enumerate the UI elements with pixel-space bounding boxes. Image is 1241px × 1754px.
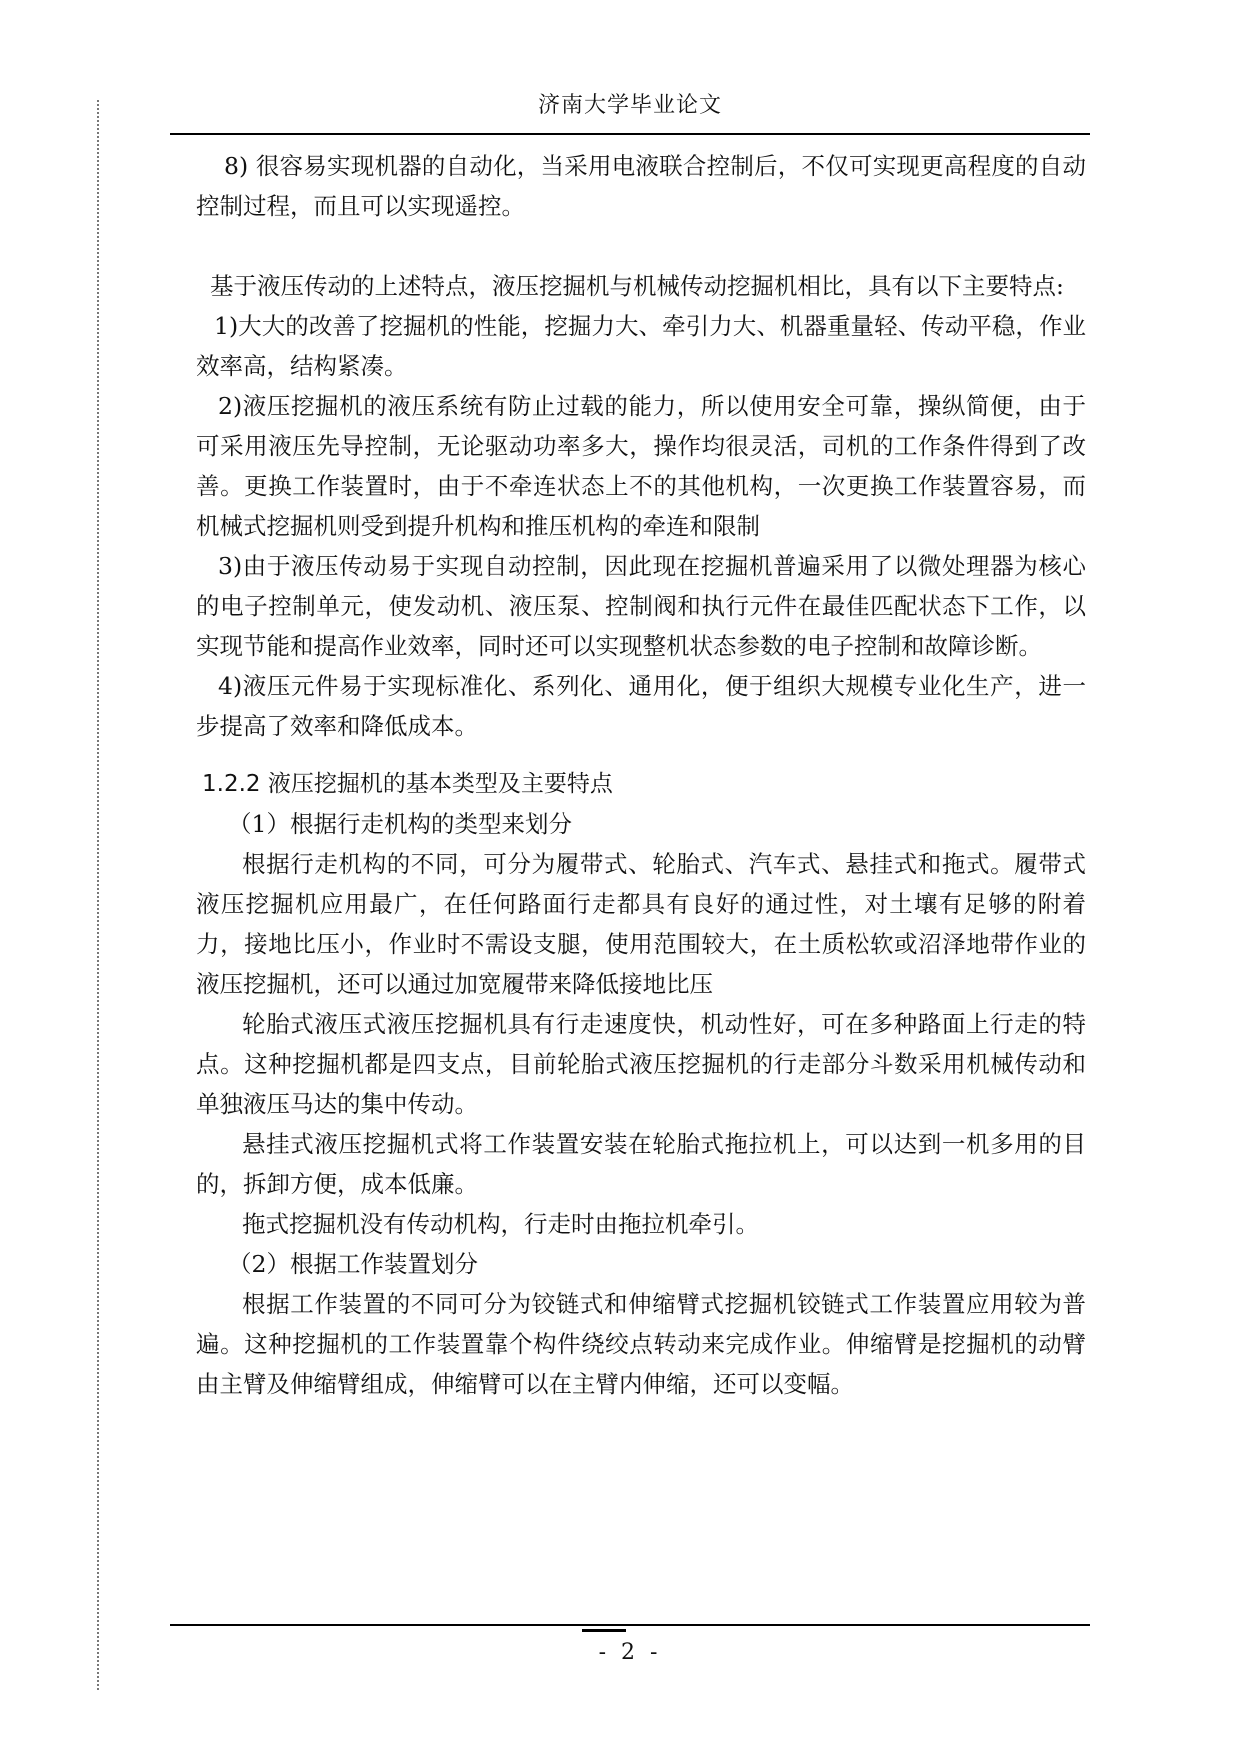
subheading-walking-mechanism: （1）根据行走机构的类型来划分	[228, 810, 572, 838]
footer-rule	[170, 1624, 1090, 1626]
paragraph-wheel-type: 轮胎式液压式液压挖掘机具有行走速度快，机动性好，可在多种路面上行走的特点。这种挖掘机都是四支点，目前轮胎式液压挖掘机的行走部分斗数采用机械传动和单独液压马达的集中传动。	[196, 1010, 1086, 1118]
paragraph-item-8: 8) 很容易实现机器的自动化，当采用电液联合控制后，不仅可实现更高程度的自动控制过程，而且可以实现遥控。	[196, 152, 1086, 220]
paragraph-work-device: 根据工作装置的不同可分为铰链式和伸缩臂式挖掘机铰链式工作装置应用较为普遍。这种挖掘机的工作装置靠个构件绕绞点转动来完成作业。伸缩臂是挖掘机的动臂由主臂及伸缩臂组成，伸缩臂可以在主臂内伸缩，还可以变幅。	[196, 1290, 1086, 1398]
footer-rule-accent	[582, 1629, 626, 1632]
paragraph-feature-2: 2)液压挖掘机的液压系统有防止过载的能力，所以使用安全可靠，操纵简便，由于可采用液压先导控制，无论驱动功率多大，操作均很灵活，司机的工作条件得到了改善。更换工作装置时，由于不牵连状态上不的其他机构，一次更换工作装置容易，而机械式挖掘机则受到提升机构和推压机构的牵连和限制	[196, 392, 1086, 540]
paragraph-feature-4: 4)液压元件易于实现标准化、系列化、通用化，便于组织大规模专业化生产，进一步提高了效率和降低成本。	[196, 672, 1086, 740]
section-heading: 1.2.2 液压挖掘机的基本类型及主要特点	[202, 771, 613, 797]
paragraph-suspended-type: 悬挂式液压挖掘机式将工作装置安装在轮胎式拖拉机上，可以达到一机多用的目的，拆卸方便，成本低廉。	[196, 1130, 1086, 1198]
paragraph-features-intro: 基于液压传动的上述特点，液压挖掘机与机械传动挖掘机相比，具有以下主要特点:	[210, 272, 1064, 300]
header-rule	[170, 133, 1090, 135]
subheading-work-device: （2）根据工作装置划分	[228, 1250, 478, 1278]
paragraph-feature-1: 1)大大的改善了挖掘机的性能，挖掘力大、牵引力大、机器重量轻、传动平稳，作业效率高，结构紧凑。	[196, 312, 1086, 380]
paragraph-crawler-type: 根据行走机构的不同，可分为履带式、轮胎式、汽车式、悬挂式和拖式。履带式液压挖掘机应用最广，在任何路面行走都具有良好的通过性，对土壤有足够的附着力，接地比压小，作业时不需设支腿，使用范围较大，在土质松软或沼泽地带作业的液压挖掘机，还可以通过加宽履带来降低接地比压	[196, 850, 1086, 998]
running-header: 济南大学毕业论文	[537, 93, 722, 118]
binding-margin-line	[97, 100, 99, 1690]
page-number: - 2 -	[598, 1640, 662, 1665]
body-text	[196, 146, 1086, 1404]
paragraph-feature-3: 3)由于液压传动易于实现自动控制，因此现在挖掘机普遍采用了以微处理器为核心的电子控制单元，使发动机、液压泵、控制阀和执行元件在最佳匹配状态下工作，以实现节能和提高作业效率，同时还可以实现整机状态参数的电子控制和故障诊断。	[196, 552, 1086, 660]
paragraph-towed-type: 拖式挖掘机没有传动机构，行走时由拖拉机牵引。	[242, 1210, 759, 1238]
